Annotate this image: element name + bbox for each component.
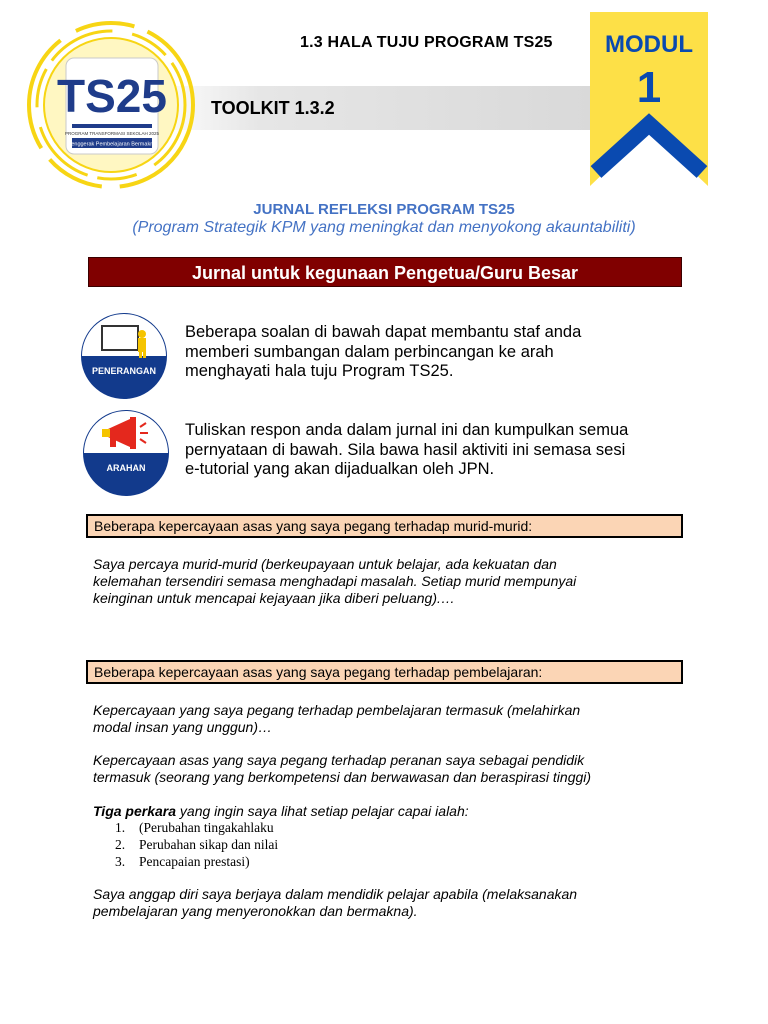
info-text-arahan <box>185 421 685 480</box>
text-line: kelemahan tersendiri semasa menghadapi masalah. Setiap murid mempunyai <box>93 573 577 589</box>
info-line: pernyataan di bawah. Sila bawa hasil aktiviti ini semasa sesi <box>185 440 626 459</box>
journal-subtitle: (Program Strategik KPM yang meningkat dan menyokong akauntabiliti) <box>132 219 636 236</box>
paragraph-murid <box>93 556 693 607</box>
list-item <box>115 819 278 836</box>
list-text: Pencapaian prestasi) <box>139 854 250 869</box>
text-line: pembelajaran yang menyeronokkan dan bermakna). <box>93 903 418 919</box>
list-text: Perubahan sikap dan nilai <box>139 837 279 852</box>
text-line: Kepercayaan asas yang saya pegang terhadap peranan saya sebagai pendidik <box>93 752 585 768</box>
info-text-penerangan <box>185 323 685 382</box>
paragraph-peranan <box>93 752 693 786</box>
logo-tagline-2: Penggerak Pembelajaran Bermakna <box>67 141 157 148</box>
list-item <box>115 836 278 853</box>
badge-label: ARAHAN <box>106 463 146 473</box>
arahan-badge <box>82 409 170 497</box>
logo-tagline-1: PROGRAM TRANSFORMASI SEKOLAH 2025 <box>65 131 159 136</box>
info-line: Beberapa soalan di bawah dapat membantu staf anda <box>185 323 582 341</box>
ordered-list <box>115 819 278 870</box>
badge-label: PENERANGAN <box>91 366 157 376</box>
page-header-title: 1.3 HALA TUJU PROGRAM TS25 <box>300 34 553 51</box>
modul-ribbon <box>590 12 708 186</box>
ribbon-number: 1 <box>636 63 662 112</box>
paragraph-tiga-perkara <box>93 803 693 820</box>
info-line: memberi sumbangan dalam perbincangan ke arah <box>185 342 554 361</box>
journal-title: JURNAL REFLEKSI PROGRAM TS25 <box>253 201 515 218</box>
logo-text: TS25 <box>57 70 167 122</box>
text-rest: yang ingin saya lihat setiap pelajar capai ialah: <box>176 803 469 819</box>
text-line: Saya anggap diri saya berjaya dalam mendidik pelajar apabila (melaksanakan <box>93 886 578 902</box>
bold-lead: Tiga perkara <box>93 803 177 819</box>
penerangan-badge <box>80 312 168 400</box>
list-number: 2. <box>115 837 126 852</box>
info-line: Tuliskan respon anda dalam jurnal ini dan kumpulkan semua <box>185 421 629 439</box>
list-text: (Perubahan tingakahlaku <box>139 820 274 835</box>
text-line: Saya percaya murid-murid (berkeupayaan untuk belajar, ada kekuatan dan <box>93 556 557 572</box>
info-line: menghayati hala tuju Program TS25. <box>185 362 454 380</box>
ribbon-word: MODUL <box>605 31 693 58</box>
section-heading-pembelajaran: Beberapa kepercayaan asas yang saya pegang terhadap pembelajaran: <box>86 660 683 684</box>
list-number: 3. <box>115 854 126 869</box>
text-line: termasuk (seorang yang berkompetensi dan berwawasan dan beraspirasi tinggi) <box>93 769 592 785</box>
ts25-logo <box>26 20 196 190</box>
list-number: 1. <box>115 820 126 835</box>
paragraph-kepercayaan <box>93 702 693 736</box>
text-line: modal insan yang unggun)… <box>93 719 273 735</box>
list-item <box>115 853 278 870</box>
paragraph-berjaya <box>93 886 693 920</box>
text-line: Kepercayaan yang saya pegang terhadap pembelajaran termasuk (melahirkan <box>93 702 581 718</box>
section-heading-murid: Beberapa kepercayaan asas yang saya pegang terhadap murid-murid: <box>86 514 683 538</box>
info-line: e-tutorial yang akan dijadualkan oleh JPN. <box>185 460 495 478</box>
toolkit-label: TOOLKIT 1.3.2 <box>211 98 335 118</box>
text-line: keinginan untuk mencapai kejayaan jika diberi peluang).… <box>93 590 455 606</box>
journal-banner: Jurnal untuk kegunaan Pengetua/Guru Besar <box>88 257 682 287</box>
